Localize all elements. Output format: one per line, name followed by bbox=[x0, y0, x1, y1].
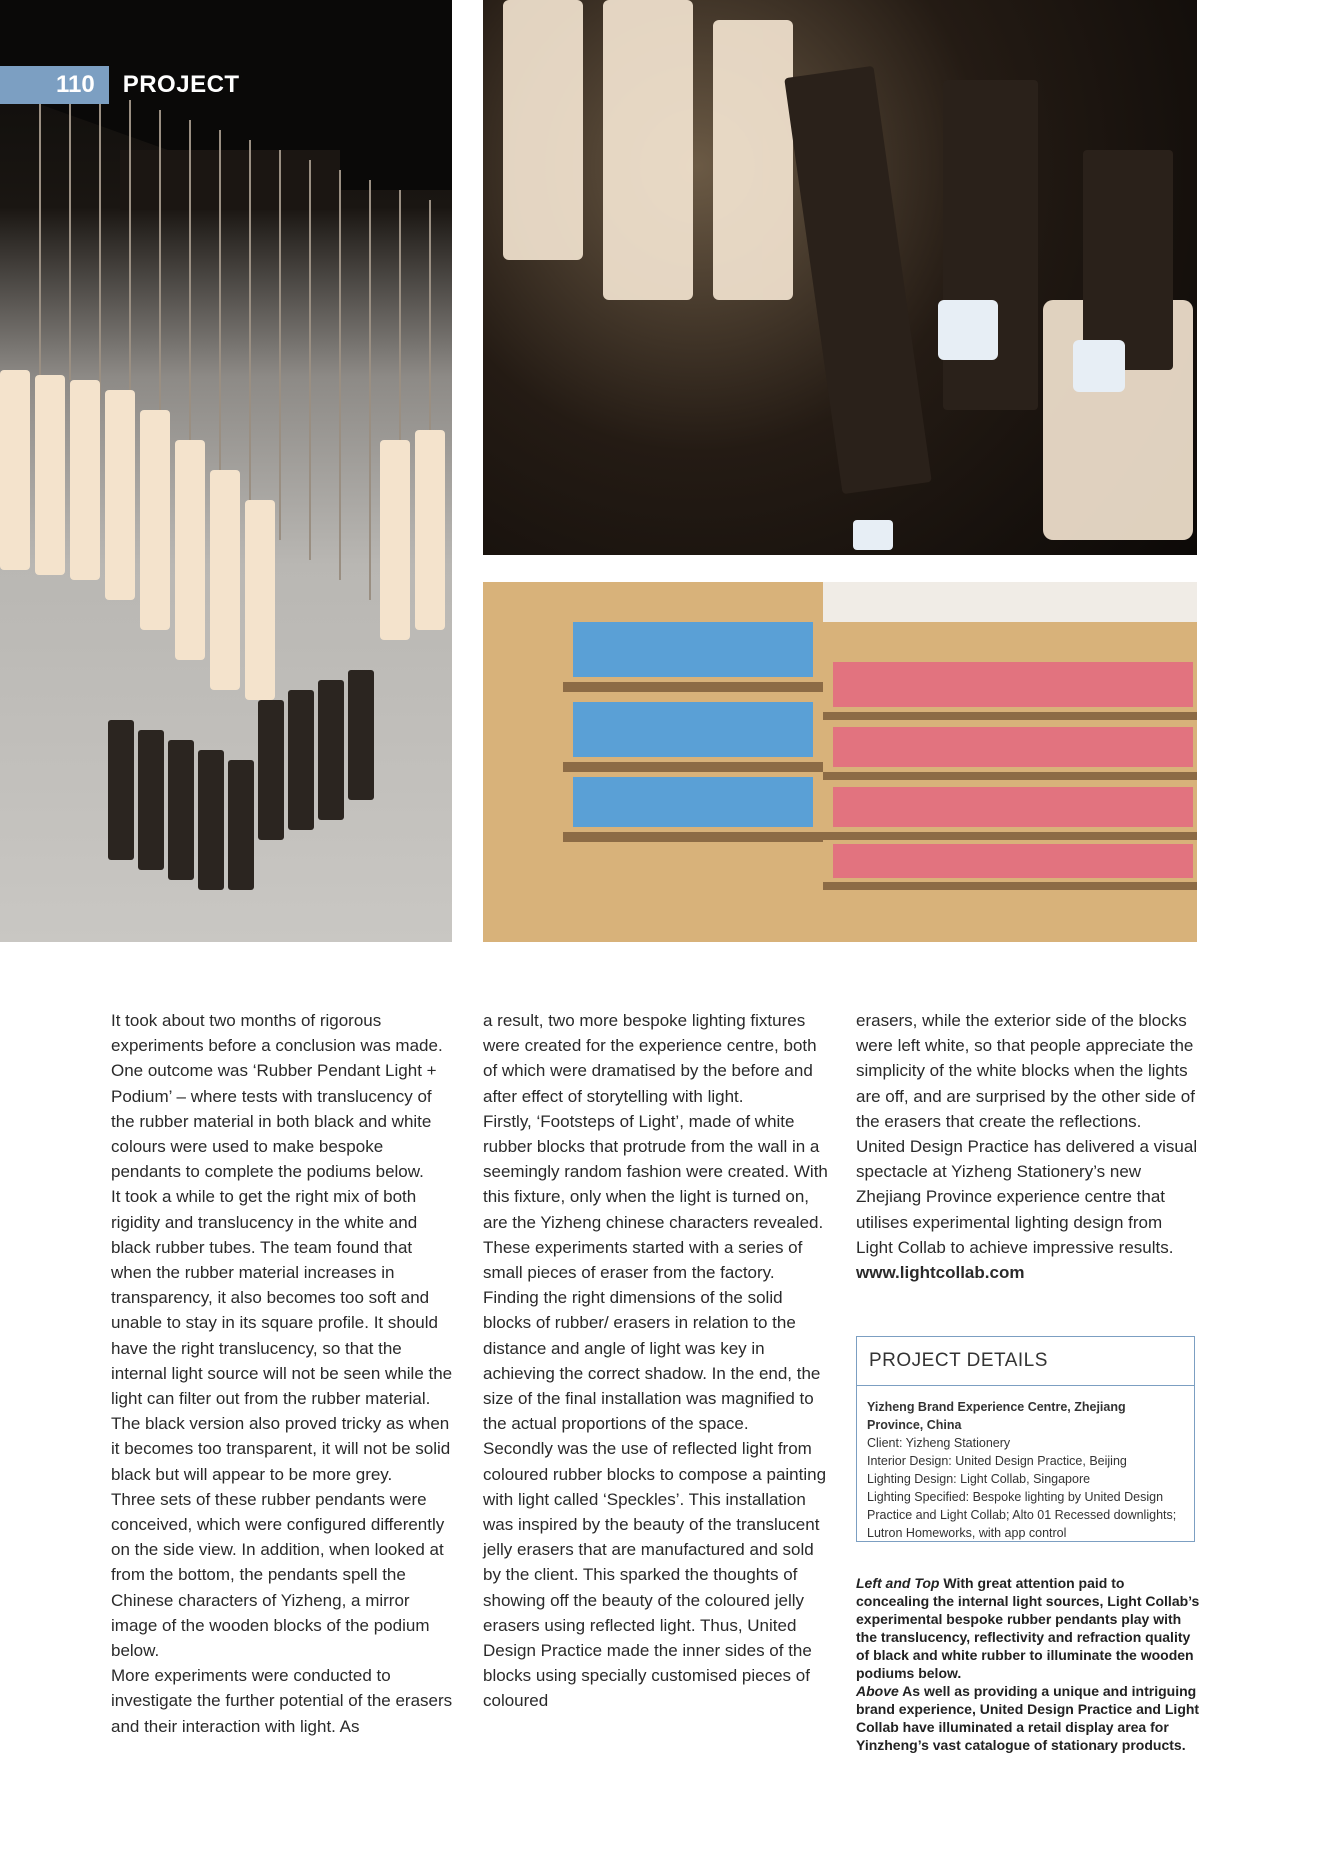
pendant-illustration bbox=[0, 0, 452, 942]
body-column-3 bbox=[856, 1008, 1201, 1285]
photo-retail-display bbox=[483, 582, 1197, 942]
body-column-2 bbox=[483, 1008, 828, 1714]
page-number: 110 bbox=[0, 66, 109, 104]
paragraph: It took about two months of rigorous experiments before a conclusion was made. One outcome was ‘Rubber Pendant Light + Podium’ – where tests with translucency of the rubber material in both black and white colours were used to make bespoke pendants to complete the podiums below. bbox=[111, 1011, 443, 1182]
shelves-illustration bbox=[483, 582, 1197, 942]
paragraph: Secondly was the use of reflected light from coloured rubber blocks to compose a painting with light called ‘Speckles’. This installation was inspired by the beauty of the translucent jelly erasers that are manufactured and sold by the client. This sparked the thoughts of showing off the beauty of the coloured jelly erasers using reflected light. Thus, United Design Practice made the inner sides of the blocks using specially customised pieces of coloured bbox=[483, 1439, 827, 1711]
paragraph: a result, two more bespoke lighting fixtures were created for the experience centre, both of which were dramatised by the before and after effect of storytelling with light. bbox=[483, 1011, 817, 1106]
project-details-line: Interior Design: United Design Practice, Beijing bbox=[867, 1454, 1127, 1468]
paragraph: More experiments were conducted to investigate the further potential of the erasers and their interaction with light. As bbox=[111, 1666, 453, 1736]
paragraph: erasers, while the exterior side of the blocks were left white, so that people appreciate the simplicity of the white blocks when the lights are off, and are surprised by the other side of the erasers that create the reflections. bbox=[856, 1011, 1195, 1131]
body-column-1 bbox=[111, 1008, 456, 1739]
page-header bbox=[0, 66, 240, 104]
paragraph: It took a while to get the right mix of both rigidity and translucency in the white and black rubber tubes. The team found that when the rubber material increases in transparency, it also becomes too soft and unable to stay in its square profile. It should have the right translucency, so that the internal light source will not be seen while the light can filter out from the rubber material. The black version also proved tricky as when it becomes too transparent, it will not be solid black but will appear to be more grey. bbox=[111, 1187, 453, 1484]
photo-caption bbox=[856, 1574, 1201, 1754]
project-details-box bbox=[856, 1336, 1195, 1542]
caption-lead-1: Left and Top bbox=[856, 1575, 940, 1591]
caption-lead-2: Above bbox=[856, 1683, 899, 1699]
section-title: PROJECT bbox=[122, 71, 240, 98]
paragraph: United Design Practice has delivered a visual spectacle at Yizheng Stationery’s new Zhejiang Province experience centre that utilises experimental lighting design from Light Collab to achieve impressive results. bbox=[856, 1137, 1198, 1257]
project-details-title: PROJECT DETAILS bbox=[857, 1337, 1194, 1386]
website-link[interactable]: www.lightcollab.com bbox=[856, 1263, 1025, 1283]
paragraph: Three sets of these rubber pendants were conceived, which were configured differently on the side view. In addition, when looked at from the bottom, the pendants spell the Chinese characters of Yizheng, a mirror image of the wooden blocks of the podium below. bbox=[111, 1489, 445, 1661]
caption-text-1: With great attention paid to concealing the internal light sources, Light Collab’s experimental bespoke rubber pendants play with the translucency, reflectivity and refraction quality of black and white rubber to illuminate the wooden podiums below. bbox=[856, 1575, 1200, 1681]
photo-pendant-closeup bbox=[483, 0, 1197, 555]
caption-text-2: As well as providing a unique and intriguing brand experience, United Design Practice and Light Collab have illuminated a retail display area for Yinzheng’s vast catalogue of stationary products. bbox=[856, 1683, 1200, 1753]
project-details-line: Lighting Design: Light Collab, Singapore bbox=[867, 1472, 1091, 1486]
paragraph: Firstly, ‘Footsteps of Light’, made of white rubber blocks that protrude from the wall in a seemingly random fashion were created. With this fixture, only when the light is turned on, are the Yizheng chinese characters revealed. These experiments started with a series of small pieces of eraser from the factory. Finding the right dimensions of the solid blocks of rubber/ erasers in relation to the distance and angle of light was key in achieving the correct shadow. In the end, the size of the final installation was magnified to the actual proportions of the space. bbox=[483, 1111, 828, 1434]
project-details-line: Client: Yizheng Stationery bbox=[867, 1436, 1011, 1450]
project-details-body bbox=[857, 1386, 1194, 1542]
project-details-heading: Yizheng Brand Experience Centre, Zhejiang Province, China bbox=[867, 1400, 1126, 1432]
project-details-line: Lighting Specified: Bespoke lighting by United Design Practice and Light Collab; Alto 01 Recessed downlights; Lutron Homeworks, with app control bbox=[867, 1490, 1177, 1540]
closeup-illustration bbox=[483, 0, 1197, 555]
photo-rubber-pendants bbox=[0, 0, 452, 942]
